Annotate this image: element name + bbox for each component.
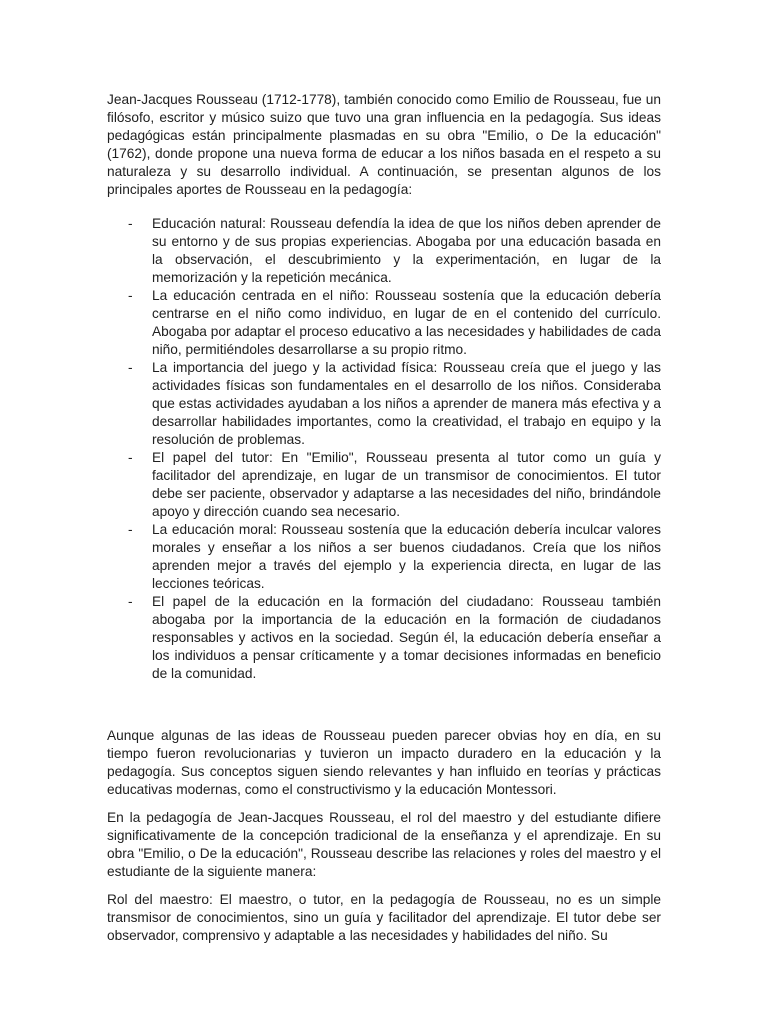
list-item-text: La importancia del juego y la actividad física: Rousseau creía que el juego y las actividades físicas son fundamentales en el desarrollo de los niños. Consideraba que estas actividades ayudaban a los niños a aprender de manera más efectiva y a desarrollar habilidades importantes, como la creatividad, el trabajo en equipo y la resolución de problemas. bbox=[152, 360, 661, 447]
list-item bbox=[107, 287, 661, 359]
list-item-text: El papel de la educación en la formación del ciudadano: Rousseau también abogaba por la importancia de la educación en la formación de ciudadanos responsables y activos en la sociedad. Según él, la educación debería enseñar a los individuos a pensar críticamente y a tomar decisiones informadas en beneficio de la comunidad. bbox=[152, 594, 661, 681]
document-page bbox=[107, 91, 661, 955]
bullet-dash: - bbox=[128, 360, 133, 375]
list-item-text: Educación natural: Rousseau defendía la idea de que los niños deben aprender de su entorno y de sus propias experiencias. Abogaba por una educación basada en la observación, el descubrimiento y la experimentación, en lugar de la memorización y la repetición mecánica. bbox=[152, 216, 661, 285]
roles-paragraph: En la pedagogía de Jean-Jacques Rousseau, el rol del maestro y del estudiante difiere significativamente de la concepción tradicional de la enseñanza y el aprendizaje. En su obra "Emilio, o De la educación", Rousseau describe las relaciones y roles del maestro y el estudiante de la siguiente manera: bbox=[107, 810, 661, 879]
list-item-text: El papel del tutor: En "Emilio", Rousseau presenta al tutor como un guía y facilitador del aprendizaje, en lugar de un transmisor de conocimientos. El tutor debe ser paciente, observador y adaptarse a las necesidades del niño, brindándole apoyo y dirección cuando sea necesario. bbox=[152, 450, 661, 519]
intro-paragraph: Jean-Jacques Rousseau (1712-1778), también conocido como Emilio de Rousseau, fue un filósofo, escritor y músico suizo que tuvo una gran influencia en la pedagogía. Sus ideas pedagógicas están principalmente plasmadas en su obra "Emilio, o De la educación" (1762), donde propone una nueva forma de educar a los niños basada en el respeto a su naturaleza y su desarrollo individual. A continuación, se presentan algunos de los principales aportes de Rousseau en la pedagogía: bbox=[107, 92, 661, 197]
list-item bbox=[107, 215, 661, 287]
bullet-dash: - bbox=[128, 216, 133, 231]
list-item bbox=[107, 593, 661, 683]
list-item-text: La educación centrada en el niño: Rousseau sostenía que la educación debería centrarse en el niño como individuo, en lugar de en el contenido del currículo. Abogaba por adaptar el proceso educativo a las necesidades y habilidades de cada niño, permitiéndoles desarrollarse a su propio ritmo. bbox=[152, 288, 661, 357]
bullet-dash: - bbox=[128, 288, 133, 303]
list-item bbox=[107, 521, 661, 593]
conclusion-paragraph: Aunque algunas de las ideas de Rousseau pueden parecer obvias hoy en día, en su tiempo fueron revolucionarias y tuvieron un impacto duradero en la educación y la pedagogía. Sus conceptos siguen siendo relevantes y han influido en teorías y prácticas educativas modernas, como el constructivismo y la educación Montessori. bbox=[107, 728, 661, 797]
bullet-dash: - bbox=[128, 450, 133, 465]
contributions-list bbox=[107, 215, 661, 683]
list-item bbox=[107, 359, 661, 449]
list-item-text: La educación moral: Rousseau sostenía que la educación debería inculcar valores morales y enseñar a los niños a ser buenos ciudadanos. Creía que los niños aprenden mejor a través del ejemplo y la experiencia directa, en lugar de las lecciones teóricas. bbox=[152, 522, 661, 591]
bullet-dash: - bbox=[128, 594, 133, 609]
bullet-dash: - bbox=[128, 522, 133, 537]
teacher-role-paragraph: Rol del maestro: El maestro, o tutor, en la pedagogía de Rousseau, no es un simple transmisor de conocimientos, sino un guía y facilitador del aprendizaje. El tutor debe ser observador, comprensivo y adaptable a las necesidades y habilidades del niño. Su bbox=[107, 892, 661, 943]
list-item bbox=[107, 449, 661, 521]
